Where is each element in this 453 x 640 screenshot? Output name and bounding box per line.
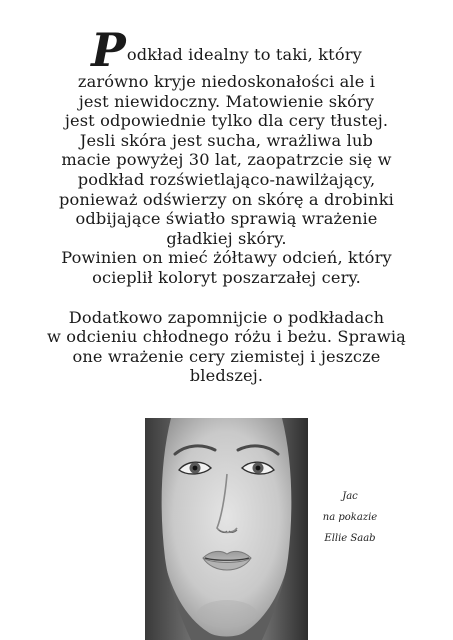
article-text <box>20 23 433 386</box>
text-line: zarówno kryje niedoskonałości ale i <box>77 72 376 91</box>
text-line: ocieplił koloryt poszarzałej cery. <box>92 267 361 287</box>
paragraph-1 <box>20 23 433 288</box>
text-line: jest odpowiednie tylko dla cery tłustej. <box>64 111 389 131</box>
first-line <box>20 23 433 77</box>
text-line: gładkiej skóry. <box>166 228 287 248</box>
drop-cap: P <box>91 23 126 77</box>
caption-line: Ellie Saab <box>324 533 376 544</box>
text-line: ponieważ odświerzy on skórę a drobinki <box>59 189 394 209</box>
text-line: podkład rozświetlająco-nawilżający, <box>77 169 376 189</box>
text-line: w odcieniu chłodnego różu i beżu. Sprawią <box>47 327 406 347</box>
first-line-text: odkład idealny to taki, który <box>126 45 362 64</box>
caption-line: na pokazie <box>322 512 378 523</box>
portrait-illustration <box>145 418 308 640</box>
text-line: bledszej. <box>189 366 264 386</box>
text-line: Dodatkowo zapomnijcie o podkładach <box>68 307 385 327</box>
paragraph-spacer <box>20 288 433 308</box>
text-line: macie powyżej 30 lat, zaopatrzcie się w <box>61 150 392 170</box>
text-line: Powinien on mieć żółtawy odcień, który <box>61 248 392 268</box>
photo-caption <box>312 486 388 549</box>
portrait-photo <box>145 418 308 640</box>
text-line: odbijające światło sprawią wrażenie <box>75 209 378 229</box>
text-line: jest niewidoczny. Matowienie skóry <box>78 91 375 111</box>
caption-line: Jac <box>342 491 358 502</box>
text-line: Jesli skóra jest sucha, wrażliwa lub <box>79 130 374 150</box>
paragraph-2 <box>20 308 433 386</box>
text-line: one wrażenie cery ziemistej i jeszcze <box>72 346 381 366</box>
